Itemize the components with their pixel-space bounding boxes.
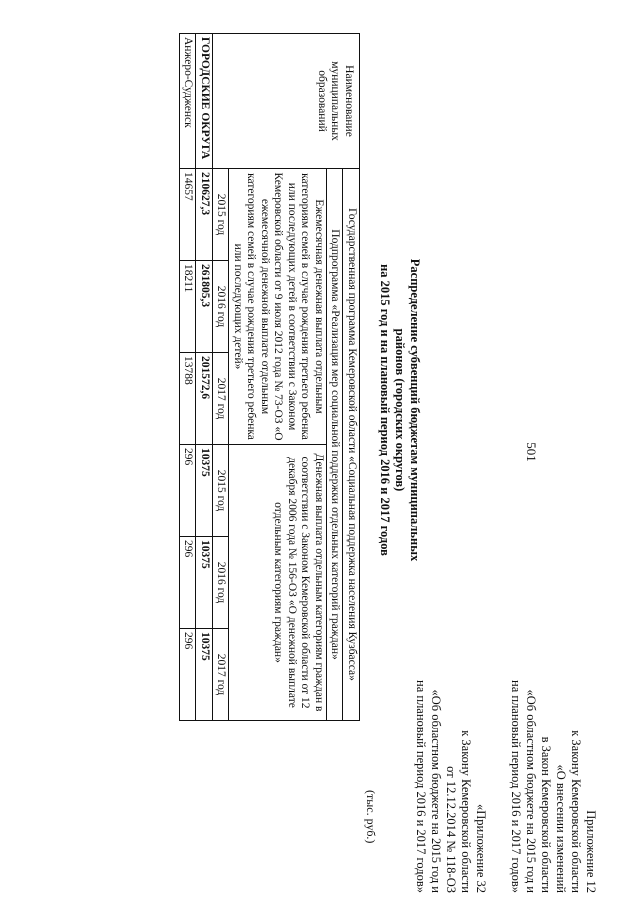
row-value: 296	[180, 445, 197, 537]
header-year: 2017 год	[213, 353, 230, 445]
appendix-12-line: «Об областном бюджете на 2015 год и	[524, 689, 538, 893]
table-row	[180, 34, 197, 721]
appendix-12-line: на плановый период 2016 и 2017 годов»	[509, 680, 523, 893]
title-line: Распределение субвенций бюджетам муниципальных районов (городских округов)	[393, 258, 422, 562]
row-value: 261805,3	[196, 261, 213, 353]
page-number: 501	[524, 442, 539, 462]
appendix-32-line: на плановый период 2016 и 2017 годов»	[414, 680, 428, 893]
table-row	[343, 34, 360, 721]
header-measure-2: Денежная выплата отдельным категориям граждан в соответствии с Законом Кемеровской области от 12 декабря 2006 года № 156-ОЗ «О денежной выплате отдельным категориям граждан»	[229, 445, 327, 721]
appendix-12-line: к Закону Кемеровской области	[569, 730, 583, 893]
appendix-32-block	[413, 680, 488, 893]
appendix-12-line: Приложение 12	[584, 810, 598, 893]
row-value: 10375	[196, 445, 213, 537]
header-subprogram: Подпрограмма «Реализация мер социальной поддержки отдельных категорий граждан»	[327, 169, 344, 721]
row-name: ГОРОДСКИЕ ОКРУГА	[196, 34, 213, 169]
appendix-32-line: от 12.12.2014 № 118-ОЗ	[444, 766, 458, 893]
appendix-12-block	[508, 680, 598, 893]
document-title	[377, 240, 422, 580]
row-value: 201572,6	[196, 353, 213, 445]
appendix-12-line: «О внесении изменений	[554, 764, 568, 893]
row-value: 10375	[196, 629, 213, 721]
row-name: Анжеро-Судженск	[180, 34, 197, 169]
row-value: 10375	[196, 537, 213, 629]
header-year: 2016 год	[213, 261, 230, 353]
appendix-32-line: «Приложение 32	[474, 804, 488, 893]
appendix-12-line: в Закон Кемеровской области	[539, 736, 553, 893]
title-line: на 2015 год и на плановый период 2016 и 2017 годов	[378, 264, 392, 556]
appendix-32-line: к Закону Кемеровской области	[459, 730, 473, 893]
row-value: 18211	[180, 261, 197, 353]
header-year: 2015 год	[213, 169, 230, 261]
units-label: (тыс. руб.)	[364, 790, 378, 844]
table-row	[196, 34, 213, 721]
appendix-32-line: «Об областном бюджете на 2015 год и	[429, 689, 443, 893]
row-value: 296	[180, 629, 197, 721]
subvention-table	[179, 33, 360, 721]
header-year: 2016 год	[213, 537, 230, 629]
row-value: 13788	[180, 353, 197, 445]
row-value: 210627,3	[196, 169, 213, 261]
header-municipality: Наименование муниципальных образований	[213, 34, 360, 169]
header-measure-1: Ежемесячная денежная выплата отдельным категориям семей в случае рождения третьего ребенка или последующих детей в соответствии с Законом Кемеровской области от 9 июля 2012 года № 73-ОЗ «О ежемесячной денежной выплате отдельным категориям семей в случае рождения третьего ребенка или последующих детей»	[229, 169, 327, 445]
header-year: 2017 год	[213, 629, 230, 721]
row-value: 296	[180, 537, 197, 629]
row-value: 14657	[180, 169, 197, 261]
header-year: 2015 год	[213, 445, 230, 537]
header-program: Государственная программа Кемеровской области «Социальная поддержка населения Кузбасса»	[343, 169, 360, 721]
